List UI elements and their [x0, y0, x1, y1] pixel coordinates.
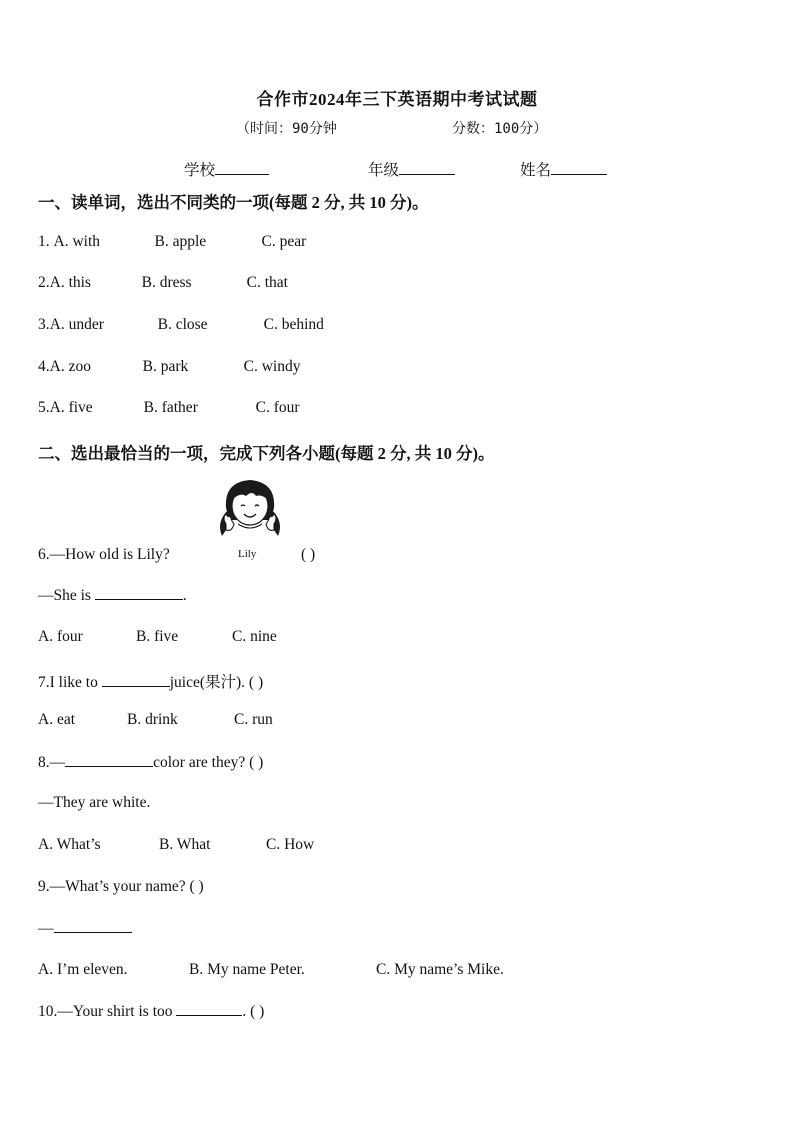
option-c: C. My name’s Mike. — [376, 961, 504, 978]
answer-blank — [65, 753, 153, 767]
question-9-options — [38, 961, 504, 979]
question-number: 6. — [38, 546, 50, 563]
question-6-options — [38, 628, 277, 646]
section2-heading: 二、选出最恰当的一项，完成下列各小题(每题 2 分, 共 10 分)。 — [38, 444, 495, 463]
question-number: 8. — [38, 754, 50, 771]
option-a: A. five — [49, 399, 93, 416]
answer-blank — [95, 586, 183, 600]
option-c: C. How — [266, 836, 315, 853]
grade-label: 年级 — [368, 162, 400, 179]
question-number: 1. — [38, 233, 54, 250]
option-c: C. windy — [243, 358, 301, 375]
option-c: C. four — [255, 399, 300, 416]
exam-time: （时间：90分钟 — [236, 121, 337, 137]
question-10 — [38, 1002, 264, 1021]
question-3 — [38, 316, 324, 334]
name-blank — [551, 161, 607, 175]
grade-blank — [399, 161, 455, 175]
question-8 — [38, 753, 263, 772]
name-field — [520, 158, 607, 180]
answer-suffix: . — [182, 587, 187, 604]
answer-prefix: — — [38, 920, 54, 937]
question-stem-post: juice(果汁). ( ) — [169, 674, 264, 691]
option-c: C. that — [246, 274, 288, 291]
option-c: C. run — [234, 711, 273, 728]
question-number: 10. — [38, 1003, 58, 1020]
option-b: B. park — [142, 358, 189, 375]
lily-picture — [212, 474, 288, 564]
option-c: C. pear — [261, 233, 307, 250]
option-a: A. I’m eleven. — [38, 961, 128, 978]
question-stem: —How old is Lily? — [49, 546, 170, 563]
name-label: 姓名 — [520, 162, 552, 179]
question-8-answer: —They are white. — [38, 794, 151, 811]
option-b: B. close — [157, 316, 208, 333]
option-a: A. four — [38, 628, 83, 645]
question-6-answer — [38, 586, 187, 605]
question-7 — [38, 670, 263, 692]
answer-blank — [54, 919, 132, 933]
page-title: 合作市2024年三下英语期中考试试题 — [256, 90, 538, 109]
question-number: 3. — [38, 316, 50, 333]
school-field — [184, 158, 269, 180]
question-number: 4. — [38, 358, 50, 375]
option-a: A. zoo — [49, 358, 91, 375]
option-b: B. What — [159, 836, 211, 853]
question-number: 5. — [38, 399, 50, 416]
lily-label: Lily — [238, 548, 257, 560]
option-a: A. this — [49, 274, 91, 291]
grade-field — [368, 158, 455, 180]
answer-prefix: —She is — [38, 587, 91, 604]
question-6 — [38, 546, 170, 564]
answer-blank — [102, 673, 170, 687]
option-a: A. with — [53, 233, 100, 250]
question-2 — [38, 274, 288, 292]
exam-score: 分数：100分） — [452, 121, 548, 137]
question-4 — [38, 358, 300, 376]
option-b: B. apple — [154, 233, 207, 250]
question-1 — [38, 233, 306, 251]
option-b: B. drink — [127, 711, 178, 728]
option-b: B. father — [143, 399, 198, 416]
section1-heading: 一、读单词，选出不同类的一项(每题 2 分, 共 10 分)。 — [38, 193, 429, 212]
question-stem-pre: I like to — [49, 674, 98, 691]
school-label: 学校 — [184, 162, 216, 179]
question-number: 2. — [38, 274, 50, 291]
option-a: A. under — [49, 316, 104, 333]
question-stem-post: color are they? ( ) — [153, 754, 264, 771]
question-stem: —What’s your name? ( ) — [49, 878, 204, 895]
question-stem-pre: — — [49, 754, 66, 771]
question-9-answer — [38, 919, 132, 938]
answer-paren: ( ) — [301, 546, 316, 563]
question-7-options — [38, 711, 273, 729]
question-stem-post: . ( ) — [242, 1003, 265, 1020]
question-number: 9. — [38, 878, 50, 895]
option-c: C. behind — [263, 316, 324, 333]
school-blank — [215, 161, 269, 175]
question-8-options — [38, 836, 314, 854]
option-c: C. nine — [232, 628, 277, 645]
option-b: B. dress — [141, 274, 192, 291]
question-9 — [38, 878, 204, 896]
option-b: B. My name Peter. — [189, 961, 305, 978]
question-number: 7. — [38, 674, 50, 691]
option-b: B. five — [136, 628, 179, 645]
question-5 — [38, 399, 300, 417]
option-a: A. What’s — [38, 836, 101, 853]
option-a: A. eat — [38, 711, 76, 728]
answer-blank — [176, 1002, 242, 1016]
question-stem-pre: —Your shirt is too — [57, 1003, 173, 1020]
